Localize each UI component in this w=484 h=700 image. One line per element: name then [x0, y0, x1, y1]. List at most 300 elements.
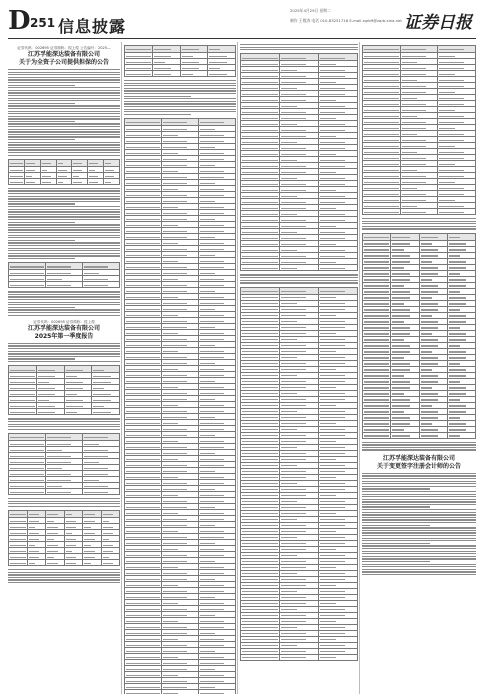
cell-text — [47, 521, 54, 522]
body-text — [124, 80, 236, 115]
cell-text — [242, 585, 278, 586]
cell-text — [200, 663, 224, 664]
cell-text — [200, 207, 224, 208]
cell-text — [392, 327, 410, 328]
cell-text — [10, 492, 44, 493]
cell-text — [163, 507, 187, 508]
cell-text — [163, 297, 178, 298]
cell-text — [320, 190, 336, 191]
text-line — [362, 501, 476, 502]
cell-text — [103, 563, 114, 564]
text-line — [362, 566, 476, 567]
cell-text — [242, 58, 278, 59]
text-line — [362, 481, 476, 482]
table-cell — [83, 560, 102, 566]
cell-text — [392, 297, 410, 298]
text-line — [240, 49, 358, 50]
cell-text — [320, 453, 345, 454]
cell-text — [242, 591, 278, 592]
cell-text — [154, 56, 171, 57]
cell-text — [449, 393, 467, 394]
cell-text — [126, 603, 160, 604]
table-cell — [9, 263, 46, 270]
table-cell — [56, 159, 72, 166]
cell-text — [402, 62, 418, 63]
cell-text — [439, 122, 463, 123]
cell-text — [364, 134, 399, 135]
cell-text — [38, 388, 55, 389]
cell-text — [364, 206, 399, 207]
text-line — [8, 95, 120, 96]
cell-text — [421, 255, 439, 256]
cell-text — [73, 163, 82, 164]
cell-text — [281, 597, 306, 598]
cell-text — [320, 339, 345, 340]
table-cell — [180, 71, 208, 77]
cell-text — [281, 603, 306, 604]
cell-text — [84, 492, 108, 493]
text-line — [8, 574, 120, 575]
cell-text — [200, 465, 224, 466]
cell-text — [281, 196, 297, 197]
cell-text — [126, 387, 160, 388]
cell-text — [126, 429, 160, 430]
cell-text — [200, 633, 215, 634]
cell-text — [242, 196, 278, 197]
text-line — [8, 216, 120, 217]
cell-text — [126, 543, 160, 544]
table-cell — [400, 46, 438, 53]
cell-text — [10, 370, 35, 371]
cell-text — [89, 182, 98, 183]
cell-text — [320, 375, 345, 376]
cell-text — [320, 447, 345, 448]
cell-text — [449, 339, 467, 340]
cell-text — [10, 557, 26, 558]
cell-text — [242, 166, 278, 167]
cell-text — [126, 237, 160, 238]
cell-text — [163, 327, 187, 328]
cell-text — [364, 176, 399, 177]
cell-text — [242, 633, 278, 634]
cell-text — [200, 531, 224, 532]
table-cell — [125, 46, 153, 53]
cell-text — [126, 519, 160, 520]
cell-text — [281, 130, 306, 131]
cell-text — [392, 321, 403, 322]
cell-text — [163, 141, 187, 142]
cell-text — [421, 309, 439, 310]
cell-text — [392, 243, 410, 244]
cell-text — [281, 148, 306, 149]
cell-text — [281, 393, 297, 394]
table-cell — [83, 488, 120, 494]
cell-text — [209, 68, 220, 69]
cell-text — [281, 459, 306, 460]
cell-text — [242, 387, 278, 388]
cell-text — [320, 393, 345, 394]
cell-text — [47, 533, 58, 534]
cell-text — [163, 249, 187, 250]
table-cell — [438, 209, 476, 215]
text-line — [8, 72, 120, 73]
cell-text — [163, 663, 187, 664]
cell-text — [163, 675, 178, 676]
cell-text — [320, 531, 336, 532]
cell-text — [163, 603, 178, 604]
cell-text — [200, 597, 215, 598]
cell-text — [200, 177, 224, 178]
cell-text — [103, 521, 110, 522]
cell-text — [364, 122, 399, 123]
cell-text — [163, 477, 178, 478]
text-line — [8, 248, 120, 249]
cell-text — [66, 394, 77, 395]
cell-text — [392, 435, 410, 436]
cell-text — [242, 549, 278, 550]
cell-text — [281, 573, 297, 574]
cell-text — [84, 266, 108, 267]
cell-text — [47, 266, 71, 267]
cell-text — [439, 188, 463, 189]
cell-text — [200, 627, 224, 628]
announcement-title: 2025年第一季度报告 — [34, 332, 94, 340]
cell-text — [242, 477, 278, 478]
text-line — [8, 149, 120, 150]
cell-text — [364, 98, 399, 99]
cell-text — [126, 243, 160, 244]
cell-text — [200, 645, 224, 646]
cell-text — [103, 527, 114, 528]
cell-text — [281, 309, 306, 310]
cell-text — [163, 159, 187, 160]
cell-text — [84, 486, 108, 487]
cell-text — [449, 315, 467, 316]
cell-text — [209, 56, 226, 57]
cell-text — [402, 80, 418, 81]
text-line — [362, 473, 476, 474]
cell-text — [364, 140, 399, 141]
cell-text — [281, 357, 297, 358]
cell-text — [126, 135, 160, 136]
cell-text — [320, 585, 336, 586]
cell-text — [449, 345, 460, 346]
cell-text — [364, 423, 389, 424]
cell-text — [320, 639, 336, 640]
cell-text — [421, 285, 439, 286]
cell-text — [439, 194, 463, 195]
cell-text — [364, 285, 389, 286]
cell-text — [320, 561, 345, 562]
cell-text — [281, 501, 297, 502]
cell-text — [402, 116, 418, 117]
cell-text — [154, 62, 165, 63]
cell-text — [163, 135, 178, 136]
cell-text — [66, 406, 83, 407]
cell-text — [320, 321, 345, 322]
cell-text — [320, 507, 345, 508]
cell-text — [281, 639, 306, 640]
cell-text — [320, 166, 345, 167]
cell-text — [281, 64, 306, 65]
cell-text — [439, 98, 463, 99]
cell-text — [421, 273, 439, 274]
table-row — [9, 511, 120, 518]
cell-text — [200, 183, 215, 184]
cell-text — [200, 153, 224, 154]
text-line — [8, 299, 120, 300]
cell-text — [126, 525, 160, 526]
cell-text — [364, 273, 389, 274]
cell-text — [200, 585, 224, 586]
cell-text — [449, 267, 467, 268]
cell-text — [242, 519, 278, 520]
cell-text — [200, 657, 224, 658]
text-line — [8, 211, 120, 212]
cell-text — [200, 393, 224, 394]
cell-text — [281, 567, 306, 568]
cell-text — [26, 163, 35, 164]
table-cell — [447, 233, 475, 240]
cell-text — [126, 159, 160, 160]
cell-text — [449, 243, 467, 244]
guarantee-table — [8, 159, 120, 185]
cell-text — [320, 297, 336, 298]
cell-text — [84, 444, 99, 445]
company-name: 江苏孚能深达装备有限公司 — [27, 324, 100, 332]
cell-text — [320, 645, 345, 646]
cell-text — [200, 321, 224, 322]
cell-text — [103, 539, 110, 540]
cell-text — [364, 279, 389, 280]
table-cell — [162, 690, 199, 694]
cell-text — [10, 412, 35, 413]
cell-text — [126, 68, 151, 69]
cell-text — [320, 363, 345, 364]
cell-text — [126, 201, 160, 202]
cell-text — [320, 555, 345, 556]
cell-text — [200, 225, 224, 226]
cell-text — [163, 489, 187, 490]
stock-code-line: 证券代码：002695 证券简称：煌上煌 — [33, 319, 95, 324]
text-line — [8, 418, 120, 419]
cell-text — [200, 297, 224, 298]
cell-text — [66, 376, 77, 377]
cell-text — [439, 134, 463, 135]
cell-text — [242, 64, 278, 65]
cell-text — [73, 182, 82, 183]
cell-text — [242, 309, 278, 310]
table-cell — [9, 178, 25, 184]
cell-text — [402, 152, 418, 153]
cell-text — [163, 267, 187, 268]
cell-text — [163, 627, 187, 628]
cell-text — [364, 80, 399, 81]
table-cell — [83, 433, 120, 440]
cell-text — [242, 465, 278, 466]
table-cell — [9, 159, 25, 166]
cell-text — [320, 226, 336, 227]
cell-text — [163, 285, 187, 286]
cell-text — [320, 615, 345, 616]
table-cell — [40, 159, 56, 166]
text-line — [8, 361, 120, 362]
text-line — [8, 196, 120, 197]
text-line — [8, 188, 120, 189]
cell-text — [439, 116, 463, 117]
cell-text — [364, 200, 399, 201]
text-line — [362, 564, 476, 565]
cell-text — [163, 597, 187, 598]
table-cell — [72, 159, 88, 166]
text-line — [8, 190, 120, 191]
cell-text — [10, 527, 26, 528]
cell-text — [281, 465, 297, 466]
table-cell — [101, 560, 120, 566]
data-table — [8, 433, 120, 495]
cell-text — [421, 369, 432, 370]
text-line — [362, 486, 476, 487]
cell-text — [163, 171, 178, 172]
cell-text — [320, 202, 345, 203]
cell-text — [126, 597, 160, 598]
cell-text — [126, 345, 160, 346]
editor-contact: 制作 王敬涛 电话 010-83251716 E-mail zqrb9@zqrb.sina.net — [290, 18, 402, 23]
key-figures-table — [8, 365, 120, 415]
cell-text — [10, 468, 44, 469]
cell-text — [66, 563, 77, 564]
cell-text — [421, 291, 439, 292]
text-line — [8, 203, 75, 204]
table-cell — [447, 432, 475, 438]
cell-text — [200, 405, 224, 406]
cell-text — [439, 152, 463, 153]
cell-text — [320, 519, 345, 520]
cell-text — [449, 363, 460, 364]
cell-text — [200, 339, 224, 340]
cell-text — [29, 545, 36, 546]
cell-text — [402, 122, 426, 123]
cell-text — [126, 219, 160, 220]
cell-text — [66, 527, 77, 528]
cell-text — [402, 98, 418, 99]
cell-text — [242, 597, 278, 598]
company-name: 江苏孚能深达装备有限公司 — [27, 51, 100, 58]
cell-text — [320, 345, 345, 346]
cell-text — [84, 450, 108, 451]
cell-text — [200, 333, 224, 334]
cell-text — [392, 261, 410, 262]
cell-text — [320, 543, 345, 544]
table-row — [125, 119, 236, 126]
text-line — [362, 519, 476, 520]
cell-text — [242, 112, 278, 113]
table-cell — [92, 409, 120, 415]
cell-text — [439, 200, 455, 201]
cell-text — [126, 315, 160, 316]
cell-text — [126, 291, 160, 292]
cell-text — [163, 147, 187, 148]
cell-text — [449, 435, 460, 436]
body-text — [8, 69, 120, 156]
text-line — [362, 522, 476, 523]
cell-text — [163, 537, 187, 538]
cell-text — [242, 537, 278, 538]
cell-text — [200, 213, 224, 214]
cell-text — [449, 429, 467, 430]
cell-text — [29, 527, 36, 528]
cell-text — [281, 172, 306, 173]
cell-text — [84, 514, 95, 515]
cell-text — [281, 321, 297, 322]
text-line — [8, 92, 120, 93]
cell-text — [242, 238, 278, 239]
cell-text — [163, 213, 187, 214]
cell-text — [402, 74, 426, 75]
cell-text — [66, 400, 83, 401]
cell-text — [242, 154, 278, 155]
cell-text — [364, 321, 389, 322]
text-line — [8, 294, 120, 295]
cell-text — [163, 531, 178, 532]
cell-text — [126, 231, 160, 232]
body-text — [362, 218, 476, 230]
cell-text — [281, 621, 306, 622]
dense-table-block — [362, 233, 476, 439]
table-cell — [241, 654, 280, 660]
cell-text — [320, 387, 336, 388]
cell-text — [242, 507, 278, 508]
cell-text — [163, 219, 187, 220]
table-cell — [419, 233, 447, 240]
cell-text — [93, 406, 104, 407]
cell-text — [320, 609, 345, 610]
cell-text — [364, 345, 389, 346]
body-text — [362, 442, 476, 451]
cell-text — [10, 406, 35, 407]
cell-text — [364, 68, 399, 69]
cell-text — [242, 94, 278, 95]
cell-text — [281, 268, 297, 269]
cell-text — [126, 267, 160, 268]
cell-text — [281, 651, 306, 652]
cell-text — [364, 339, 389, 340]
cell-text — [200, 549, 224, 550]
cell-text — [126, 321, 160, 322]
cell-text — [439, 104, 463, 105]
cell-text — [200, 357, 224, 358]
cell-text — [10, 456, 44, 457]
cell-text — [364, 411, 389, 412]
cell-text — [439, 80, 463, 81]
cell-text — [320, 268, 345, 269]
balance-sheet-table — [124, 118, 236, 694]
masthead — [8, 6, 476, 38]
cell-text — [38, 400, 49, 401]
cell-text — [42, 170, 48, 171]
cell-text — [47, 273, 71, 274]
table-cell — [27, 560, 46, 566]
cell-text — [126, 633, 160, 634]
cell-text — [105, 170, 114, 171]
cell-text — [281, 333, 306, 334]
text-line — [8, 214, 120, 215]
cell-text — [320, 459, 336, 460]
text-line — [124, 96, 191, 97]
text-line — [8, 100, 120, 101]
cell-text — [364, 194, 399, 195]
cell-text — [29, 551, 40, 552]
